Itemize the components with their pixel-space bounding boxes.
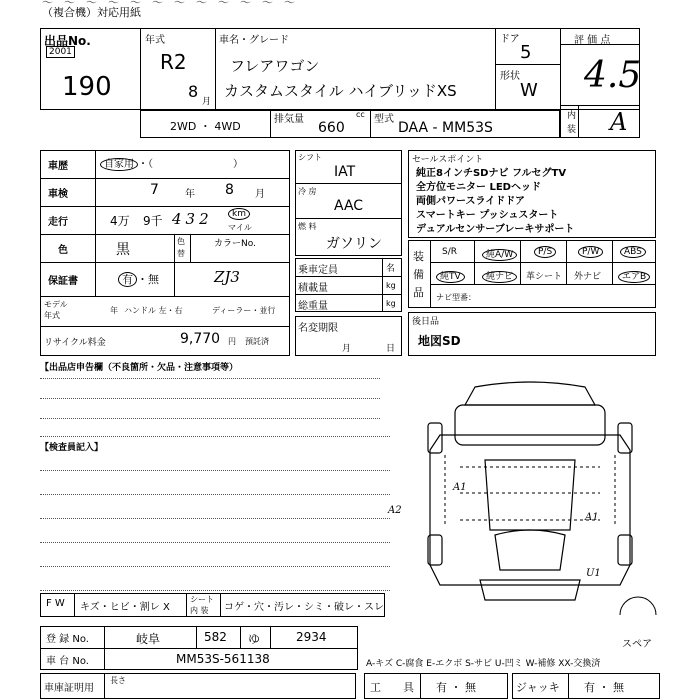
displacement-label: 排気量 [274, 114, 304, 125]
mark-a2: A2 [388, 505, 402, 516]
mileage-label: 走行 [48, 217, 68, 228]
doors-label: ドア [500, 34, 520, 45]
jack-value: 有 ・ 無 [584, 681, 624, 694]
inspection-label: 車検 [48, 189, 68, 200]
tools-value: 有 ・ 無 [436, 681, 476, 694]
warranty-no: 無 [148, 273, 159, 286]
modelyear-unit: 年 [110, 306, 118, 315]
drive-value: 2WD ・ 4WD [170, 120, 241, 133]
score-label: 評 価 点 [574, 35, 611, 46]
history-value: 自家用 [100, 158, 138, 171]
color-no-label: カラーNo. [214, 239, 256, 249]
reg-kana: ゆ [248, 632, 261, 646]
mileage-unit: km [228, 208, 250, 220]
mark-u1: U1 [586, 568, 601, 579]
mark-a1-right: A1 [585, 512, 599, 523]
year-month-unit: 月 [202, 97, 212, 107]
lot-label: 出品No. [44, 34, 91, 48]
interior-value: A [610, 108, 628, 136]
equip-aw: 純A/W [482, 249, 517, 261]
inspection-year: 7 [150, 182, 159, 198]
sales-line-1: 純正8インチSDナビ フルセグTV [416, 168, 567, 179]
interior-label1: 内 [567, 111, 577, 121]
lot-stamp: 2001 [46, 46, 75, 58]
displacement-value: 660 [318, 120, 345, 136]
model-value: DAA - MM53S [398, 120, 493, 136]
lot-number: 190 [62, 72, 112, 102]
recycle-value: 9,770 [180, 331, 221, 347]
color-label: 色 [58, 245, 68, 256]
recycle-label: リサイクル料金 [44, 338, 106, 348]
car-label: 車名・グレード [219, 35, 289, 46]
warranty-label: 保証書 [48, 276, 78, 287]
reg-place: 岐阜 [136, 632, 161, 646]
equip-navi: 純ナビ [482, 271, 517, 283]
sales-line-4: スマートキー プッシュスタート [416, 210, 559, 221]
shift-value: IAT [334, 164, 356, 180]
modelyear-handle: ハンドル 左・右 [124, 306, 183, 315]
car-diagram [400, 375, 660, 615]
doors-value: 5 [520, 42, 532, 63]
mileage-rest: 432 [172, 210, 213, 228]
spare-label: スペア [622, 639, 652, 650]
navi-model-label: ナビ型番： [436, 293, 476, 302]
year-label: 年式 [145, 35, 165, 46]
equip-abs: ABS [620, 246, 646, 258]
reg-class: 582 [204, 630, 227, 644]
header-title: （複合機）対応用紙 [42, 6, 141, 19]
model-label: 型式 [374, 114, 394, 125]
equip-tv: 純TV [436, 271, 465, 283]
equip-sr: S/R [442, 247, 457, 257]
year-month: 8 [188, 82, 199, 101]
recycle-note: 預託済 [245, 337, 269, 346]
interior-label2: 装 [567, 125, 577, 135]
mark-a1-left: A1 [453, 482, 467, 493]
sales-line-3: 両側パワースライドドア [416, 196, 525, 207]
header-clipped-text: ～ ～ ～ ～ ～ ～ ～ ～ ～ ～ ～ ～ [42, 0, 295, 9]
inspection-month: 8 [225, 182, 234, 198]
legend: A-キズ C-腐食 E-エクボ S-サビ U-凹ミ W-補修 XX-交換済 [366, 659, 601, 669]
sales-label: セールスポイント [412, 155, 484, 165]
shape-label: 形状 [500, 71, 520, 82]
mileage-alt-unit: マイル [228, 223, 252, 232]
mileage-man: 4万 [110, 214, 130, 228]
year-era: R2 [160, 50, 187, 74]
equip-ext-navi: 外ナビ [574, 272, 602, 282]
shop-label: 【出品店申告欄（不良箇所・欠品・注意事項等） [40, 363, 239, 373]
displacement-unit: cc [356, 110, 365, 119]
ac-value: AAC [334, 198, 364, 214]
sheet-value: コゲ・穴・汚レ・シミ・破レ・スレ [224, 602, 384, 613]
fw-value: キズ・ヒビ・割レ X [80, 602, 170, 613]
equip-pw: P/W [578, 246, 603, 258]
sales-line-2: 全方位モニター LEDヘッド [416, 182, 541, 193]
inspector-label: 【検査員記入】 [40, 443, 104, 453]
mileage-sen: 9千 [143, 214, 163, 228]
after-value: 地図SD [418, 334, 461, 348]
color-code: ZJ3 [214, 268, 240, 286]
shape-value: W [520, 80, 538, 101]
chassis-value: MM53S-561138 [176, 652, 270, 666]
sales-line-5: デュアルセンサーブレーキサポート [416, 224, 575, 235]
reg-number: 2934 [296, 630, 327, 644]
equip-ps: P/S [534, 246, 556, 258]
equip-airbag: エアB [618, 271, 650, 283]
car-name: フレアワゴン [230, 57, 320, 75]
modelyear-import: ディーラー・並行 [212, 306, 276, 315]
fuel-value: ガソリン [326, 236, 382, 252]
equip-leather: 革シート [526, 272, 563, 282]
score-value: 4.5 [584, 55, 642, 96]
history-label: 車歴 [48, 161, 68, 172]
car-grade: カスタムスタイル ハイブリッドXS [224, 82, 457, 100]
warranty-yes: 有 [118, 272, 137, 287]
color-value: 黒 [116, 242, 130, 258]
